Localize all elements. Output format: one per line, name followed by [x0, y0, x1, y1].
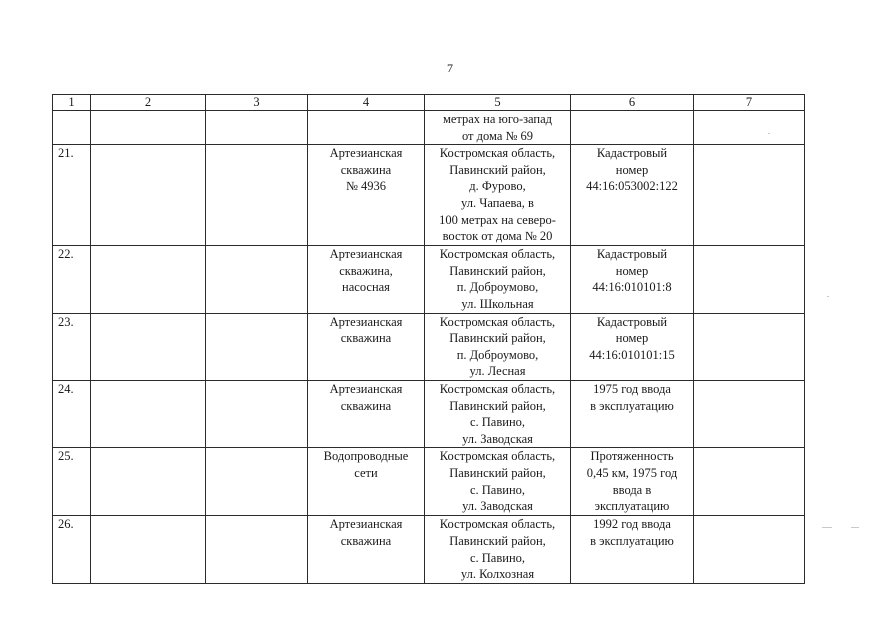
- table-row: [53, 448, 805, 516]
- object-name-cell: [308, 313, 425, 380]
- address-cell: [425, 145, 571, 246]
- info-line: в эксплуатацию: [590, 398, 674, 413]
- address-line: Павинский район,: [449, 263, 546, 278]
- address-line: Костромская область,: [439, 381, 556, 396]
- empty-cell: [694, 145, 805, 246]
- empty-cell: [694, 313, 805, 380]
- address-line: ул. Колхозная: [460, 567, 535, 582]
- characteristics-cell: [571, 380, 694, 447]
- column-header: 5: [425, 95, 571, 111]
- info-line: в эксплуатацию: [590, 533, 674, 548]
- address-line: Павинский район,: [449, 398, 546, 413]
- object-name-cell: [308, 111, 425, 145]
- empty-cell: [91, 145, 206, 246]
- page-number: 7: [447, 61, 453, 75]
- empty-cell: [694, 246, 805, 313]
- empty-cell: [694, 111, 805, 145]
- address-line: метрах на юго-запад: [442, 112, 553, 126]
- characteristics-cell: [571, 111, 694, 145]
- address-line: с. Павино,: [469, 415, 526, 430]
- name-line: Артезианская: [329, 247, 403, 262]
- characteristics-cell: [571, 313, 694, 380]
- empty-cell: [91, 111, 206, 145]
- empty-cell: [206, 145, 308, 246]
- address-line: п. Доброумово,: [456, 280, 539, 295]
- address-line: с. Павино,: [469, 550, 526, 565]
- row-number-cell: 24.: [53, 380, 91, 447]
- column-header: 1: [53, 95, 91, 111]
- info-line: Кадастровый: [596, 314, 668, 329]
- object-name-cell: [308, 516, 425, 583]
- column-header: 4: [308, 95, 425, 111]
- row-number-cell: 26.: [53, 516, 91, 583]
- name-line: скважина: [340, 533, 392, 548]
- scan-speck: [851, 527, 859, 528]
- scan-speck: [768, 133, 770, 134]
- address-line: ул. Чапаева, в: [461, 195, 534, 210]
- address-cell: [425, 111, 571, 145]
- address-line: восток от дома № 20: [442, 229, 553, 244]
- name-line: скважина: [340, 331, 392, 346]
- address-line: с. Павино,: [469, 482, 526, 497]
- address-cell: [425, 313, 571, 380]
- address-line: ул. Заводская: [462, 499, 533, 514]
- address-cell: [425, 246, 571, 313]
- address-line: Костромская область,: [439, 247, 556, 262]
- table-row: [53, 380, 805, 447]
- empty-cell: [694, 448, 805, 516]
- column-header: 2: [91, 95, 206, 111]
- info-line: ввода в: [612, 482, 652, 497]
- empty-cell: [206, 111, 308, 145]
- table-row: [53, 313, 805, 380]
- address-line: Костромская область,: [439, 449, 556, 464]
- scan-speck: [822, 527, 832, 528]
- characteristics-cell: [571, 448, 694, 516]
- table-row: [53, 145, 805, 246]
- address-cell: [425, 448, 571, 516]
- info-line: Протяженность: [590, 449, 674, 464]
- name-line: скважина: [340, 398, 392, 413]
- characteristics-cell: [571, 145, 694, 246]
- registry-table: [52, 94, 805, 584]
- table-row: [53, 111, 805, 145]
- address-line: 100 метрах на северо-: [439, 212, 556, 227]
- name-line: насосная: [342, 280, 390, 295]
- name-line: Водопроводные: [323, 449, 409, 464]
- empty-cell: [91, 246, 206, 313]
- empty-cell: [694, 380, 805, 447]
- info-line: Кадастровый: [596, 146, 668, 161]
- address-cell: [425, 516, 571, 583]
- info-line: номер: [615, 263, 649, 278]
- empty-cell: [694, 516, 805, 583]
- info-line: Кадастровый: [596, 247, 668, 262]
- info-line: 44:16:053002:122: [586, 179, 678, 194]
- name-line: сети: [354, 465, 378, 480]
- row-number-cell: 25.: [53, 448, 91, 516]
- name-line: скважина: [340, 162, 392, 177]
- info-line: 0,45 км, 1975 год: [586, 465, 678, 480]
- row-number-cell: 22.: [53, 246, 91, 313]
- row-number-cell: 23.: [53, 313, 91, 380]
- name-line: Артезианская: [329, 146, 403, 161]
- empty-cell: [206, 380, 308, 447]
- name-line: скважина,: [339, 263, 393, 278]
- info-line: 1992 год ввода: [593, 517, 671, 532]
- address-line: Павинский район,: [449, 162, 546, 177]
- name-line: Артезианская: [329, 517, 403, 532]
- address-line: ул. Заводская: [462, 431, 533, 446]
- address-line: ул. Школьная: [461, 296, 534, 311]
- address-cell: [425, 380, 571, 447]
- empty-cell: [91, 516, 206, 583]
- table-row: [53, 246, 805, 313]
- address-line: Костромская область,: [439, 517, 556, 532]
- name-line: Артезианская: [329, 381, 403, 396]
- row-number-cell: [53, 111, 91, 145]
- address-line: Костромская область,: [439, 314, 556, 329]
- column-header: 6: [571, 95, 694, 111]
- empty-cell: [91, 448, 206, 516]
- scan-speck: [827, 296, 829, 297]
- info-line: номер: [615, 162, 649, 177]
- object-name-cell: [308, 246, 425, 313]
- empty-cell: [206, 516, 308, 583]
- table-row: [53, 516, 805, 583]
- empty-cell: [206, 246, 308, 313]
- column-header: 3: [206, 95, 308, 111]
- address-line: Павинский район,: [449, 533, 546, 548]
- address-line: Павинский район,: [449, 331, 546, 346]
- address-line: Костромская область,: [439, 146, 556, 161]
- row-number-cell: 21.: [53, 145, 91, 246]
- empty-cell: [91, 380, 206, 447]
- characteristics-cell: [571, 516, 694, 583]
- column-header: 7: [694, 95, 805, 111]
- address-line: п. Доброумово,: [456, 347, 539, 362]
- info-line: 44:16:010101:8: [592, 280, 672, 295]
- object-name-cell: [308, 145, 425, 246]
- info-line: 1975 год ввода: [593, 381, 671, 396]
- info-line: номер: [615, 331, 649, 346]
- address-line: от дома № 69: [461, 128, 534, 143]
- empty-cell: [206, 313, 308, 380]
- empty-cell: [206, 448, 308, 516]
- object-name-cell: [308, 380, 425, 447]
- address-line: Павинский район,: [449, 465, 546, 480]
- info-line: эксплуатацию: [594, 499, 670, 514]
- characteristics-cell: [571, 246, 694, 313]
- address-line: д. Фурово,: [469, 179, 526, 194]
- empty-cell: [91, 313, 206, 380]
- address-line: ул. Лесная: [469, 364, 526, 379]
- object-name-cell: [308, 448, 425, 516]
- info-line: 44:16:010101:15: [589, 347, 675, 362]
- name-line: № 4936: [345, 179, 387, 194]
- table-header-row: [53, 95, 805, 111]
- name-line: Артезианская: [329, 314, 403, 329]
